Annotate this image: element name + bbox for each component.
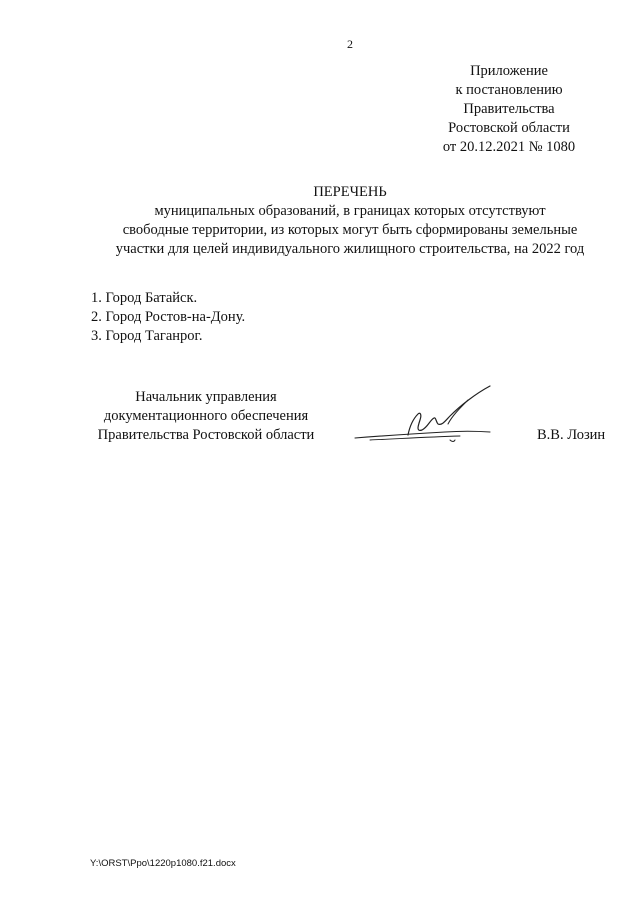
appendix-line: к постановлению (455, 82, 563, 98)
document-title (80, 183, 620, 259)
signer-position-line: Начальник управления (135, 389, 277, 405)
title-line: свободные территории, из которых могут быть сформированы земельные (122, 222, 578, 238)
appendix-line: Приложение (470, 63, 548, 79)
signer-position-line: Правительства Ростовской области (97, 427, 315, 443)
title-line: муниципальных образований, в границах которых отсутствуют (154, 203, 546, 219)
page-number: 2 (347, 37, 353, 51)
appendix-line: от 20.12.2021 № 1080 (442, 139, 576, 155)
footer-file-path: Y:\ORST\Ppo\1220p1080.f21.docx (90, 858, 236, 869)
handwritten-signature (350, 380, 510, 450)
municipality-list (91, 289, 245, 346)
signer-position-line: документационного обеспечения (103, 408, 309, 424)
signer-position (80, 388, 332, 445)
title-heading: ПЕРЕЧЕНЬ (313, 184, 387, 200)
appendix-header (430, 62, 588, 157)
appendix-line: Ростовской области (448, 120, 570, 136)
title-line: участки для целей индивидуального жилищного строительства, на 2022 год (115, 241, 585, 257)
list-item: 3. Город Таганрог. (91, 328, 203, 344)
list-item: 2. Город Ростов-на-Дону. (91, 309, 246, 325)
appendix-line: Правительства (463, 101, 555, 117)
signer-name: В.В. Лозин (537, 427, 606, 443)
list-item: 1. Город Батайск. (91, 290, 198, 306)
